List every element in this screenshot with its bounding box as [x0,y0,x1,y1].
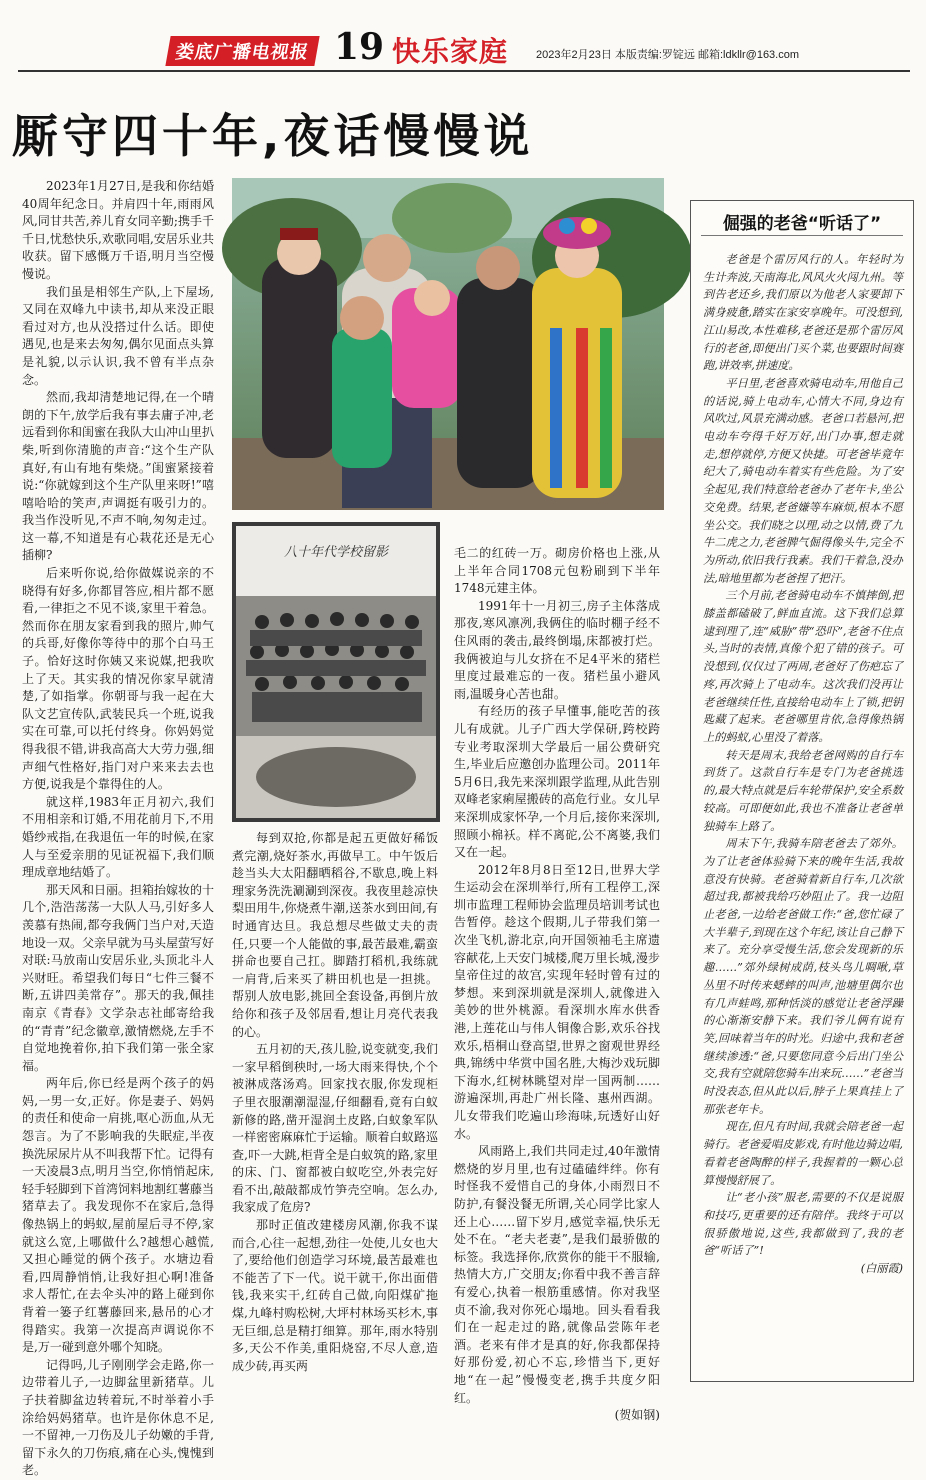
paragraph: 让“老小孩”服老,需要的不仅是说服和技巧,更重要的还有陪伴。我终于可以很骄傲地说,这些,我都做到了,我的老爸“听话了”! [703,1191,903,1258]
headline: 厮守四十年,夜话慢慢说 [12,109,534,163]
paragraph: 有经历的孩子早懂事,能吃苦的孩儿有成就。儿子广西大学保研,跨校跨专业考取深圳大学最后一届公费研究生,毕业后应邀创办监理公司。2011年5月6日,我先来深圳跟学监理,从此告别双峰老家痢屋搬砖的高危行业。女儿早来深圳成家怀孕,一个月后,接你来深圳,照顾小棉袄。样不离砣,公不离婆,我们又在一起。 [454,704,660,860]
paragraph: 两年后,你已经是两个孩子的妈妈,一男一女,正好。你是妻子、妈妈的责任和使命一肩挑,呕心沥血,从无怨言。为了不影响我的失眠症,半夜换洗尿尿片从不叫我帮下忙。记得有一天凌晨3点,明月当空,你悄悄起床,轻手轻脚到下首湾饲料地割红薯藤当猪草去了。我发现你不在家后,急得像热锅上的蚂蚁,屋前屋后寻不停,家就这么宽,上哪做什么?越想心越慌,又担心睡觉的俩个孩子。水塘边看看,四周静悄悄,让我好担心啊!准备求人帮忙,在去伞头冲的路上碰到你背着一篓子红薯藤回来,悬吊的心才得踏实。我第一次提高声调说你不是,万一碰到意外哪个知晓。 [22,1076,215,1355]
paragraph: 毛二的红砖一万。砌房价格也上涨,从上半年合同1708元包粉刷到下半年1748元建主体。 [454,546,660,596]
sidebar-body [703,251,903,1369]
paragraph: 现在,但凡有时间,我就会陪老爸一起骑行。老爸爱唱皮影戏,有时他边骑边唱,看着老爸陶醉的样子,我握着的一颗心总算慢慢舒展了。 [703,1120,903,1187]
family-photo-illustration [232,178,664,510]
paragraph: 平日里,老爸喜欢骑电动车,用他自己的话说,骑上电动车,心情大不同,身边有风吹过,风景充满动感。老爸口若悬河,把电动车夸得千好万好,出门办事,想走就走,想停就停,方便又快捷。可老爸毕竟年纪大了,骑电动车着实有些危险。为了安全起见,我们特意给老爸办了老年卡,坐公交免费。结果,老爸嫌等车麻烦,根本不愿坐公交。我们晓之以理,动之以情,费了九牛二虎之力,老爸脾气倔得像头牛,完全不为所动,依旧我行我素。我们干着急,没办法,暗地里都为老爸捏了把汗。 [703,376,903,585]
paragraph: 就这样,1983年正月初六,我们不用相亲和订婚,不用花前月下,不用婚纱戒指,在我退伍一年的时候,在家人与至爱亲朋的见证祝福下,我们顺理成章地结婚了。 [22,794,214,880]
sidebar-title-rule [701,235,903,236]
article-column-3 [454,545,660,1423]
paragraph: 五月初的天,孩儿脸,说变就变,我们一家早稻倒秧时,一场大雨来得快,个个被淋成落汤鸡。回家找衣服,你发现柜子里衣服潮潮湿湿,仔细翻看,竟有白蚁新修的路,凿开湿润土皮路,白蚁象军队一样密密麻麻忙于运输。顺着白蚁路巡查,吓一大跳,柜背全是白蚁筑的路,家里的床、门、窗都被白蚁吃空,外表完好看不出,敲敲都成竹笋壳空响。怎么办,我家成了危房? [232,1042,438,1215]
paragraph: 那天风和日丽。担箱抬嫁妆的十几个,浩浩荡荡一大队人马,引好多人羡慕有热闹,都夸我俩门当户对,天造地设一双。父亲早就为马头屋萤写好对联:马放南山安居乐业,头顶北斗人兴财旺。希望我们每日“七件三餐不断,五讲四美常存”。那天的我,佩挂南京《青春》文学杂志社邮寄给我的“青青”纪念徽章,激情燃烧,左手不自觉地挽着你,拍下我们第一张全家福。 [22,882,215,1073]
paragraph: 2012年8月8日至12日,世界大学生运动会在深圳举行,所有工程停工,深圳市监理工程师协会监理员培训考试也告暂停。趁这个假期,儿子带我们第一次坐飞机,游北京,向开国领袖毛主席遗容献花,上天安门城楼,爬万里长城,漫步皇帝住过的故宫,实现年轻时曾有过的梦想。来到深圳就是深圳人,就像进入美妙的世外桃源。看深圳水库水供香港,上莲花山与伟人铜像合影,欢乐谷找欢乐,梧桐山登高望,世界之窗观世界经典,锦绣中华赏中国名胜,大梅沙戏玩脚下海水,红树林眺望对岸一国两制……游遍深圳,再赴广州长隆、惠州西湖。儿女带我们吃遍山珍海味,玩透好山好水。 [454,862,660,1141]
sidebar-article [690,200,914,1382]
masthead-rule [18,70,910,72]
paragraph: 转天是周末,我给老爸网购的自行车到货了。这款自行车是专门为老爸挑选的,最大特点就是后车轮带保护,安全系数较高。可即便如此,我也不准备让老爸单独骑车上路了。 [703,748,903,833]
paragraph: 2023年1月27日,是我和你结婚40周年纪念日。并肩四十年,雨雨风风,同甘共苦,养儿育女同辛勤;携手千千日,忧愁快乐,欢歌同唱,安居乐业共收获。留下感慨万千语,明月当空慢慢说。 [22,179,214,281]
article-byline: (贺如钢) [614,1408,660,1423]
photo-inscription: 八十年代学校留影 [283,545,389,560]
paragraph: 每到双抢,你都是起五更做好稀饭煮完潮,烧好茶水,再做早工。中午饭后趁当头大太阳翻晒稻谷,不歇息,晚上料理家务洗洗涮涮到深夜。我夜里趁凉快梨田用牛,你烧煮牛潮,送茶水到田间,有时通宵达旦。我总想尽些做丈夫的责任,只要一个人能做的事,最苦最难,霸蛮拼命也要自己扛。脚踏打稻机,我练就一肩背,后来买了耕田机也是一担挑。帮别人放电影,挑回全套设备,再倒片放给你和孩子及邻居看,想让月亮代表我的心。 [232,831,438,1039]
paragraph: 那时正值改建楼房风潮,你我不谋而合,心往一起想,劲往一处使,儿女也大了,要给他们创造学习环境,最苦最难也不能苦了下一代。说干就干,你出面借钱,我来实干,红砖自己做,向阳煤矿拖煤,九峰村购松树,大坪村林场买杉木,事无巨细,总是精打细算。那年,雨水特别多,天公不作美,重阳烧窑,不尽人意,造成少砖,再买两 [232,1218,438,1373]
masthead [0,0,926,72]
family-photo [232,178,664,510]
paragraph: 老爸是个雷厉风行的人。年轻时为生计奔波,天南海北,风风火火闯九州。等到告老还乡,我们原以为他老人家要卸下满身疲惫,踏实在家安享晚年。可没想到,江山易改,本性难移,老爸还是那个雷厉风行的老爸,即便出门买个菜,也要跟时间赛跑,讲效率,拼速度。 [703,253,903,373]
paragraph: 然而,我却清楚地记得,在一个晴朗的下午,放学后我有事去庸子冲,老远看到你和闺蜜在我队大山冲山里扒柴,听到你清脆的声音:“这个生产队真好,有山有地有柴烧。”闺蜜紧接着说:“你就嫁到这个生产队里来呀!”嘻嘻哈哈的笑声,声调挺有吸引力的。我当作没听见,不声不响,匆匆走过。这一幕,不知道是有心栽花还是无心插柳? [22,390,215,563]
paragraph: 1991年十一月初三,房子主体落成那夜,寒风凛冽,我俩住的临时棚子经不住风雨的袭击,最终倒塌,床都被打烂。我俩被迫与儿女挤在不足4平米的猪栏里度过最难忘的一夜。猪栏虽小避风雨,温暖身心苦也甜。 [454,598,660,701]
paragraph: 风雨路上,我们共同走过,40年激情燃烧的岁月里,也有过磕磕绊绊。你有时怪我不爱惜自己的身体,小雨烈日不防护,有餐没餐无所谓,关心同学比家人还上心……留下岁月,感觉幸福,快乐无处不在。“老夫老妻”,是我们最骄傲的标签。我选择你,欣赏你的能干不服输,热情大方,广交朋友;你看中我不善言辞有爱心,执着一根筋重感情。你对我坚贞不渝,我对你死心塌地。回头看看我们在一起走过的路,就像品尝陈年老酒。老来有伴才是真的好,你我都保持好那份爱,初心不忘,珍惜当下,更好地“在一起”慢慢变老,携手共度夕阳红。 [454,1144,660,1405]
sidebar-byline: (白丽霞) [860,1262,903,1276]
sidebar-title: 倔强的老爸“听话了” [722,214,882,234]
paragraph: 周末下午,我骑车陪老爸去了郊外。为了让老爸体验骑下来的晚年生活,我故意没有快骑。老爸骑着新自行车,几次欲超过我,都被我给巧妙阻止了。我一边阻止老爸,一边给老爸做工作:“爸,您忙碌了大半辈子,到现在这个年纪,该让自己静下来了。充分享受慢生活,您会发现新的乐趣……”郊外绿树成荫,枝头鸟儿啁啾,草丛里不时传来蟋蟀的叫声,池塘里偶尔也有几声蛙鸣,那种恬淡的感觉让老爸浮躁的心渐渐安静下来。我们爷儿俩有说有笑,回味着当年的时光。归途中,我和老爸继续渗透:“爸,只要您同意今后出门坐公交,我有空就陪您骑车出来玩……”老爸当时没表态,但从此以后,脖子上果真挂上了那张老年卡。 [703,837,903,1116]
article-column-1 [22,178,215,1478]
paragraph: 三个月前,老爸骑电动车不慎摔倒,把膝盖都磕破了,鲜血直流。这下我们总算逮到理了,连“威胁”带“恐吓”,老爸不住点头,当时的表情,真像个犯了错的孩子。可没想到,仅仅过了两周,老爸好了伤疤忘了疼,再次骑上了电动车。这次我们没再让老爸继续任性,直接给电动车上了锁,把钥匙藏了起来。老爸哪里肯依,急得像热锅上的蚂蚁,心里没了着落。 [703,589,903,744]
issue-meta: 2023年2月23日 本版责编:罗锭远 邮箱:ldkllr@163.com [536,49,800,61]
paragraph: 记得吗,儿子刚刚学会走路,你一边带着儿子,一边脚盆里新猪草。儿子扶着脚盆边转着玩,不时举着小手涂给妈妈猪草。也许是你休息不足,一不留神,一刀伤及儿子幼嫩的手背,留下永久的刀伤痕,痛在心头,愧愧到老。 [22,1357,214,1478]
vintage-group-photo-illustration [232,522,440,822]
paragraph: 我们虽是相邻生产队,上下屋场,又同在双峰九中读书,却从来没正眼看过对方,也从没搭过什么话。即使遇见,也是来去匆匆,偶尔见面点头算是礼貌,以示认识,我不曾有半点杂念。 [22,284,214,387]
vintage-group-photo [232,522,440,822]
page-number: 19 [334,26,385,68]
section-title: 快乐家庭 [392,35,509,68]
article-column-2 [232,830,438,1390]
paragraph: 后来听你说,给你做媒说亲的不晓得有好多,你都冒答应,相片都不愿看,一律拒之不见不谈,家里干着急。然而你在朋友家看到我的照片,帅气的兵哥,好像你等待中的那个白马王子。恰好这时你姨又来说媒,把我吹上了天。其实我的情况你家早就清楚,了如指掌。你朝哥与我一起在大队文艺宣传队,武装民兵一个班,说我实在可靠,可以托付终身。你妈妈觉得我很不错,讲我高高大大劳力强,细声细气性格好,指门对户来来去去也方便,说我是个靠得住的人。 [22,566,214,792]
newspaper-brand-logo: 娄底广播电视报 [165,36,319,66]
